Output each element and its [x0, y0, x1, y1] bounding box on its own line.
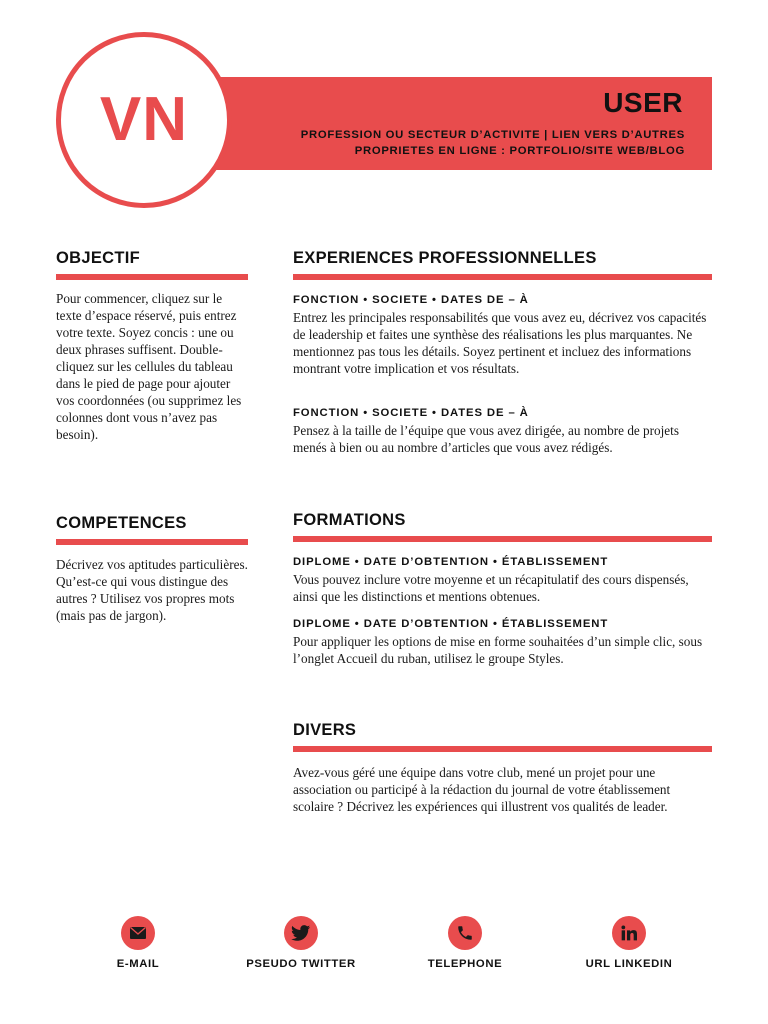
phone-icon[interactable] — [448, 916, 482, 950]
misc-title: DIVERS — [293, 721, 357, 739]
education-entry-2-text: Pour appliquer les options de mise en forme souhaitées d’un simple clic, sous l’onglet Accueil du ruban, utilisez le groupe Styles. — [293, 634, 703, 666]
objective-rule — [56, 274, 248, 280]
envelope-icon[interactable] — [121, 916, 155, 950]
skills-rule — [56, 539, 248, 545]
header-band — [186, 77, 712, 170]
education-entry-1-text: Vous pouvez inclure votre moyenne et un récapitulatif des cours dispensés, ainsi que les distinctions et mentions obtenues. — [293, 572, 689, 604]
experience-entry-1-heading: FONCTION • SOCIETE • DATES DE – À — [293, 294, 529, 306]
education-rule — [293, 536, 712, 542]
misc-rule — [293, 746, 712, 752]
email-label: E-MAIL — [116, 958, 160, 970]
monogram-circle — [56, 32, 232, 208]
education-title: FORMATIONS — [293, 511, 406, 529]
experience-entry-2-heading: FONCTION • SOCIETE • DATES DE – À — [293, 407, 529, 419]
objective-title: OBJECTIF — [56, 249, 140, 267]
profession-tagline: PROFESSION OU SECTEUR D’ACTIVITE | LIEN VERS D’AUTRES PROPRIETES EN LIGNE : PORTFOLIO/SITE WEB/BLOG — [300, 129, 685, 157]
education-entry-2-heading: DIPLOME • DATE D’OBTENTION • ÉTABLISSEMENT — [293, 618, 609, 630]
education-entry-1-heading: DIPLOME • DATE D’OBTENTION • ÉTABLISSEMENT — [293, 556, 609, 568]
experience-entry-1-text: Entrez les principales responsabilités que vous avez eu, décrivez vos capacités de leadership et faites une synthèse des réalisations les plus marquantes. Ne mentionnez pas tous les détails. Soyez pertinent et incluez des informations montrant votre implication et vos résultats. — [293, 310, 707, 376]
experience-title: EXPERIENCES PROFESSIONNELLES — [293, 249, 597, 267]
phone-label: TELEPHONE — [427, 958, 503, 970]
objective-text: Pour commencer, cliquez sur le texte d’espace réservé, puis entrez votre texte. Soyez concis : une ou deux phrases suffisent. Double-cliquez sur les cellules du tableau dans le pied de page pour ajouter vos coordonnées (ou supprimez les colonnes dont vous n’avez pas besoin). — [56, 291, 242, 442]
linkedin-icon[interactable] — [612, 916, 646, 950]
monogram-initials: VN — [99, 84, 189, 154]
misc-text: Avez-vous géré une équipe dans votre club, mené un projet pour une association ou participé à la rédaction du journal de votre établissement scolaire ? Décrivez les expériences qui illustrent vos qualités de leader. — [293, 765, 671, 814]
skills-text: Décrivez vos aptitudes particulières. Qu’est-ce qui vous distingue des autres ? Utilisez vos propres mots (mais pas de jargon). — [56, 557, 248, 623]
footer-twitter[interactable] — [221, 916, 381, 970]
skills-title: COMPETENCES — [56, 514, 187, 532]
twitter-label: PSEUDO TWITTER — [246, 958, 356, 970]
user-name: USER — [603, 87, 683, 118]
experience-entry-2-text: Pensez à la taille de l’équipe que vous avez dirigée, au nombre de projets menés à bien ou au nombre d’articles que vous avez rédigés. — [293, 423, 679, 455]
twitter-bird-icon[interactable] — [284, 916, 318, 950]
linkedin-label: URL LINKEDIN — [585, 958, 673, 970]
footer-phone[interactable] — [385, 916, 545, 970]
footer-linkedin[interactable] — [549, 916, 709, 970]
experience-rule — [293, 274, 712, 280]
footer-email[interactable] — [58, 916, 218, 970]
